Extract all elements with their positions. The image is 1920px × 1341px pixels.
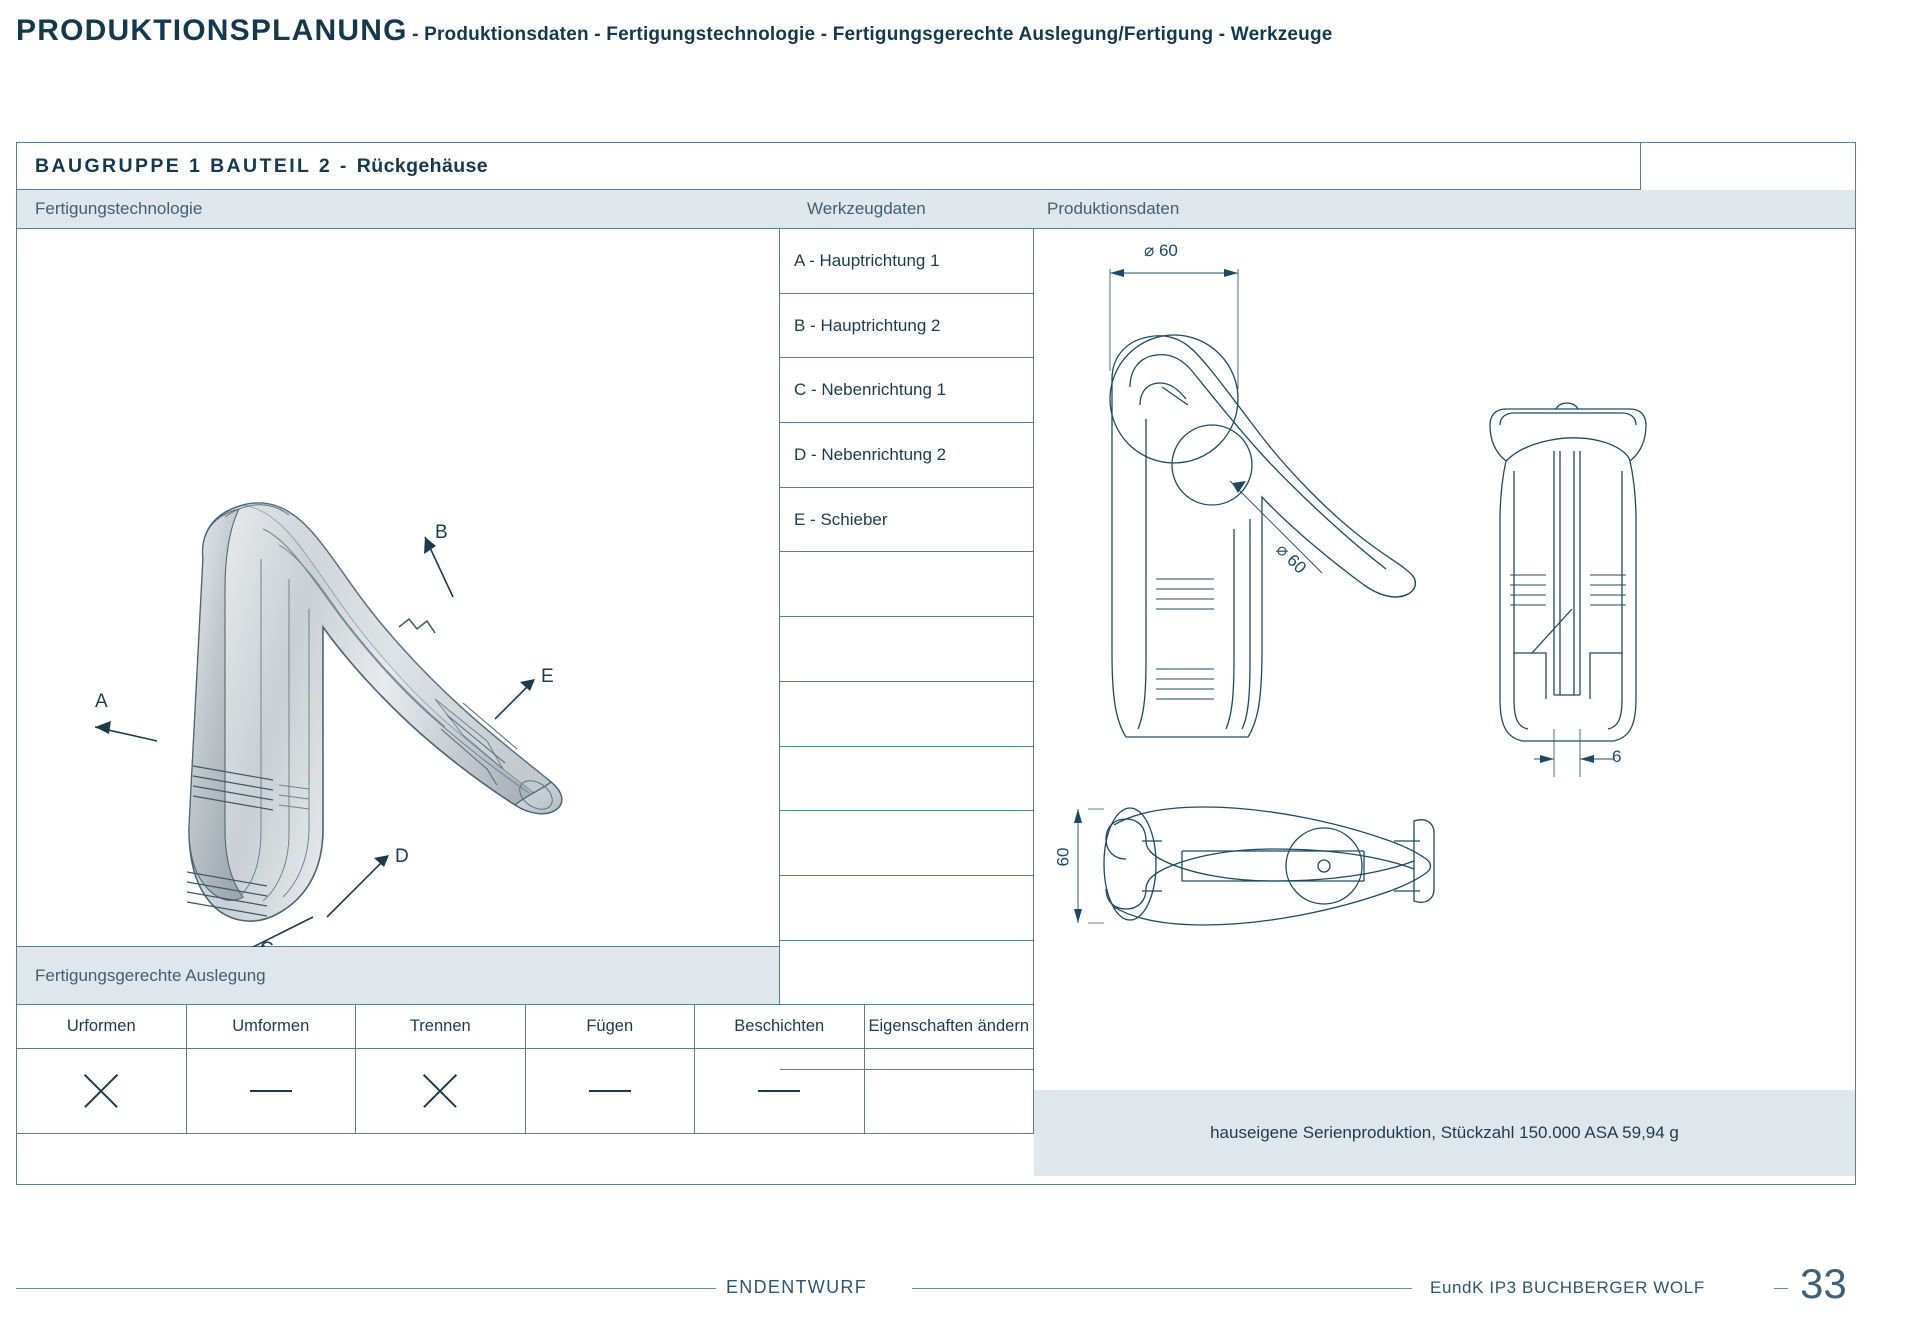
footer-center-label: ENDENTWURF [726, 1277, 867, 1297]
callout-arrow-d [327, 855, 389, 917]
legend-row [780, 552, 1033, 617]
footer-credits: EundK IP3 BUCHBERGER WOLF [1430, 1278, 1705, 1297]
process-cell-beschichten [695, 1049, 865, 1134]
page-footer [0, 1260, 1920, 1328]
werkzeugdaten-legend-table [780, 229, 1034, 1091]
legend-row: A - Hauptrichtung 1 [780, 229, 1033, 294]
dash-icon [587, 1068, 633, 1114]
process-col-eigenschaften-aendern: Eigenschaften ändern [865, 1005, 1035, 1048]
content-area [17, 229, 1855, 1184]
process-col-trennen: Trennen [356, 1005, 526, 1048]
callout-label-b: B [435, 522, 448, 543]
part-3d-render [17, 229, 780, 947]
legend-row [780, 617, 1033, 682]
legend-row: B - Hauptrichtung 2 [780, 294, 1033, 359]
process-cell-urformen [17, 1049, 187, 1134]
dimension-label-thickness: 6 [1612, 747, 1622, 766]
process-col-beschichten: Beschichten [695, 1005, 865, 1048]
process-cell-fuegen [526, 1049, 696, 1134]
callout-arrow-b [424, 537, 453, 597]
part-3d-render-cell [17, 229, 780, 947]
page-title: PRODUKTIONSPLANUNG [16, 14, 408, 47]
process-cell-eigenschaften-aendern [865, 1049, 1035, 1134]
page-subtitle: - Produktionsdaten - Fertigungstechnologie - Fertigungsgerechte Auslegung/Fertigung - Werkzeuge [412, 24, 1333, 45]
dimension-label-diagonal: ⌀ 60 [1272, 539, 1310, 578]
content-frame [16, 142, 1856, 1185]
section-label-fertigungstechnologie: Fertigungstechnologie [35, 199, 203, 218]
process-col-fuegen: Fügen [526, 1005, 696, 1048]
footer-rule-middle [912, 1288, 1412, 1289]
process-cell-umformen [187, 1049, 357, 1134]
callout-arrow-e [495, 679, 535, 719]
process-col-urformen: Urformen [17, 1005, 187, 1048]
process-table-header-row [17, 1005, 1034, 1049]
callout-label-e: E [541, 666, 554, 687]
assembly-title-name: Rückgehäuse [356, 154, 488, 177]
footer-rule-left [16, 1288, 716, 1289]
section-label-werkzeugdaten: Werkzeugdaten [807, 199, 926, 218]
process-cell-trennen [356, 1049, 526, 1134]
dimension-label-top: ⌀ 60 [1144, 241, 1178, 260]
production-note: hauseigene Serienproduktion, Stückzahl 150.000 ASA 59,94 g [1034, 1090, 1855, 1176]
legend-row [780, 682, 1033, 747]
legend-row: D - Nebenrichtung 2 [780, 423, 1033, 488]
legend-row: C - Nebenrichtung 1 [780, 358, 1033, 423]
legend-row [780, 876, 1033, 941]
assembly-title-prefix: BAUGRUPPE 1 BAUTEIL 2 - [35, 154, 349, 177]
section-header-row [17, 190, 1855, 229]
technical-drawings-cell [1034, 229, 1855, 1184]
dash-icon [248, 1068, 294, 1114]
callout-label-d: D [395, 846, 409, 867]
footer-rule-right [1774, 1288, 1788, 1289]
process-table [17, 1005, 1034, 1091]
section-label-produktionsdaten: Produktionsdaten [1047, 199, 1180, 218]
technical-drawings [1034, 229, 1855, 1184]
assembly-title-bar [17, 143, 1641, 190]
auslegung-section-label: Fertigungsgerechte Auslegung [17, 947, 780, 1005]
process-table-value-row [17, 1049, 1034, 1134]
cross-icon [78, 1068, 124, 1114]
legend-row [780, 747, 1033, 812]
callout-label-a: A [95, 691, 108, 712]
cross-icon [417, 1068, 463, 1114]
page-header [16, 14, 1333, 48]
legend-row [780, 811, 1033, 876]
process-col-umformen: Umformen [187, 1005, 357, 1048]
page-number: 33 [1800, 1260, 1847, 1307]
dash-icon [756, 1068, 802, 1114]
legend-row [780, 941, 1033, 1006]
dimension-label-height: 60 [1053, 847, 1073, 867]
callout-arrow-a [95, 721, 157, 741]
legend-row: E - Schieber [780, 488, 1033, 553]
